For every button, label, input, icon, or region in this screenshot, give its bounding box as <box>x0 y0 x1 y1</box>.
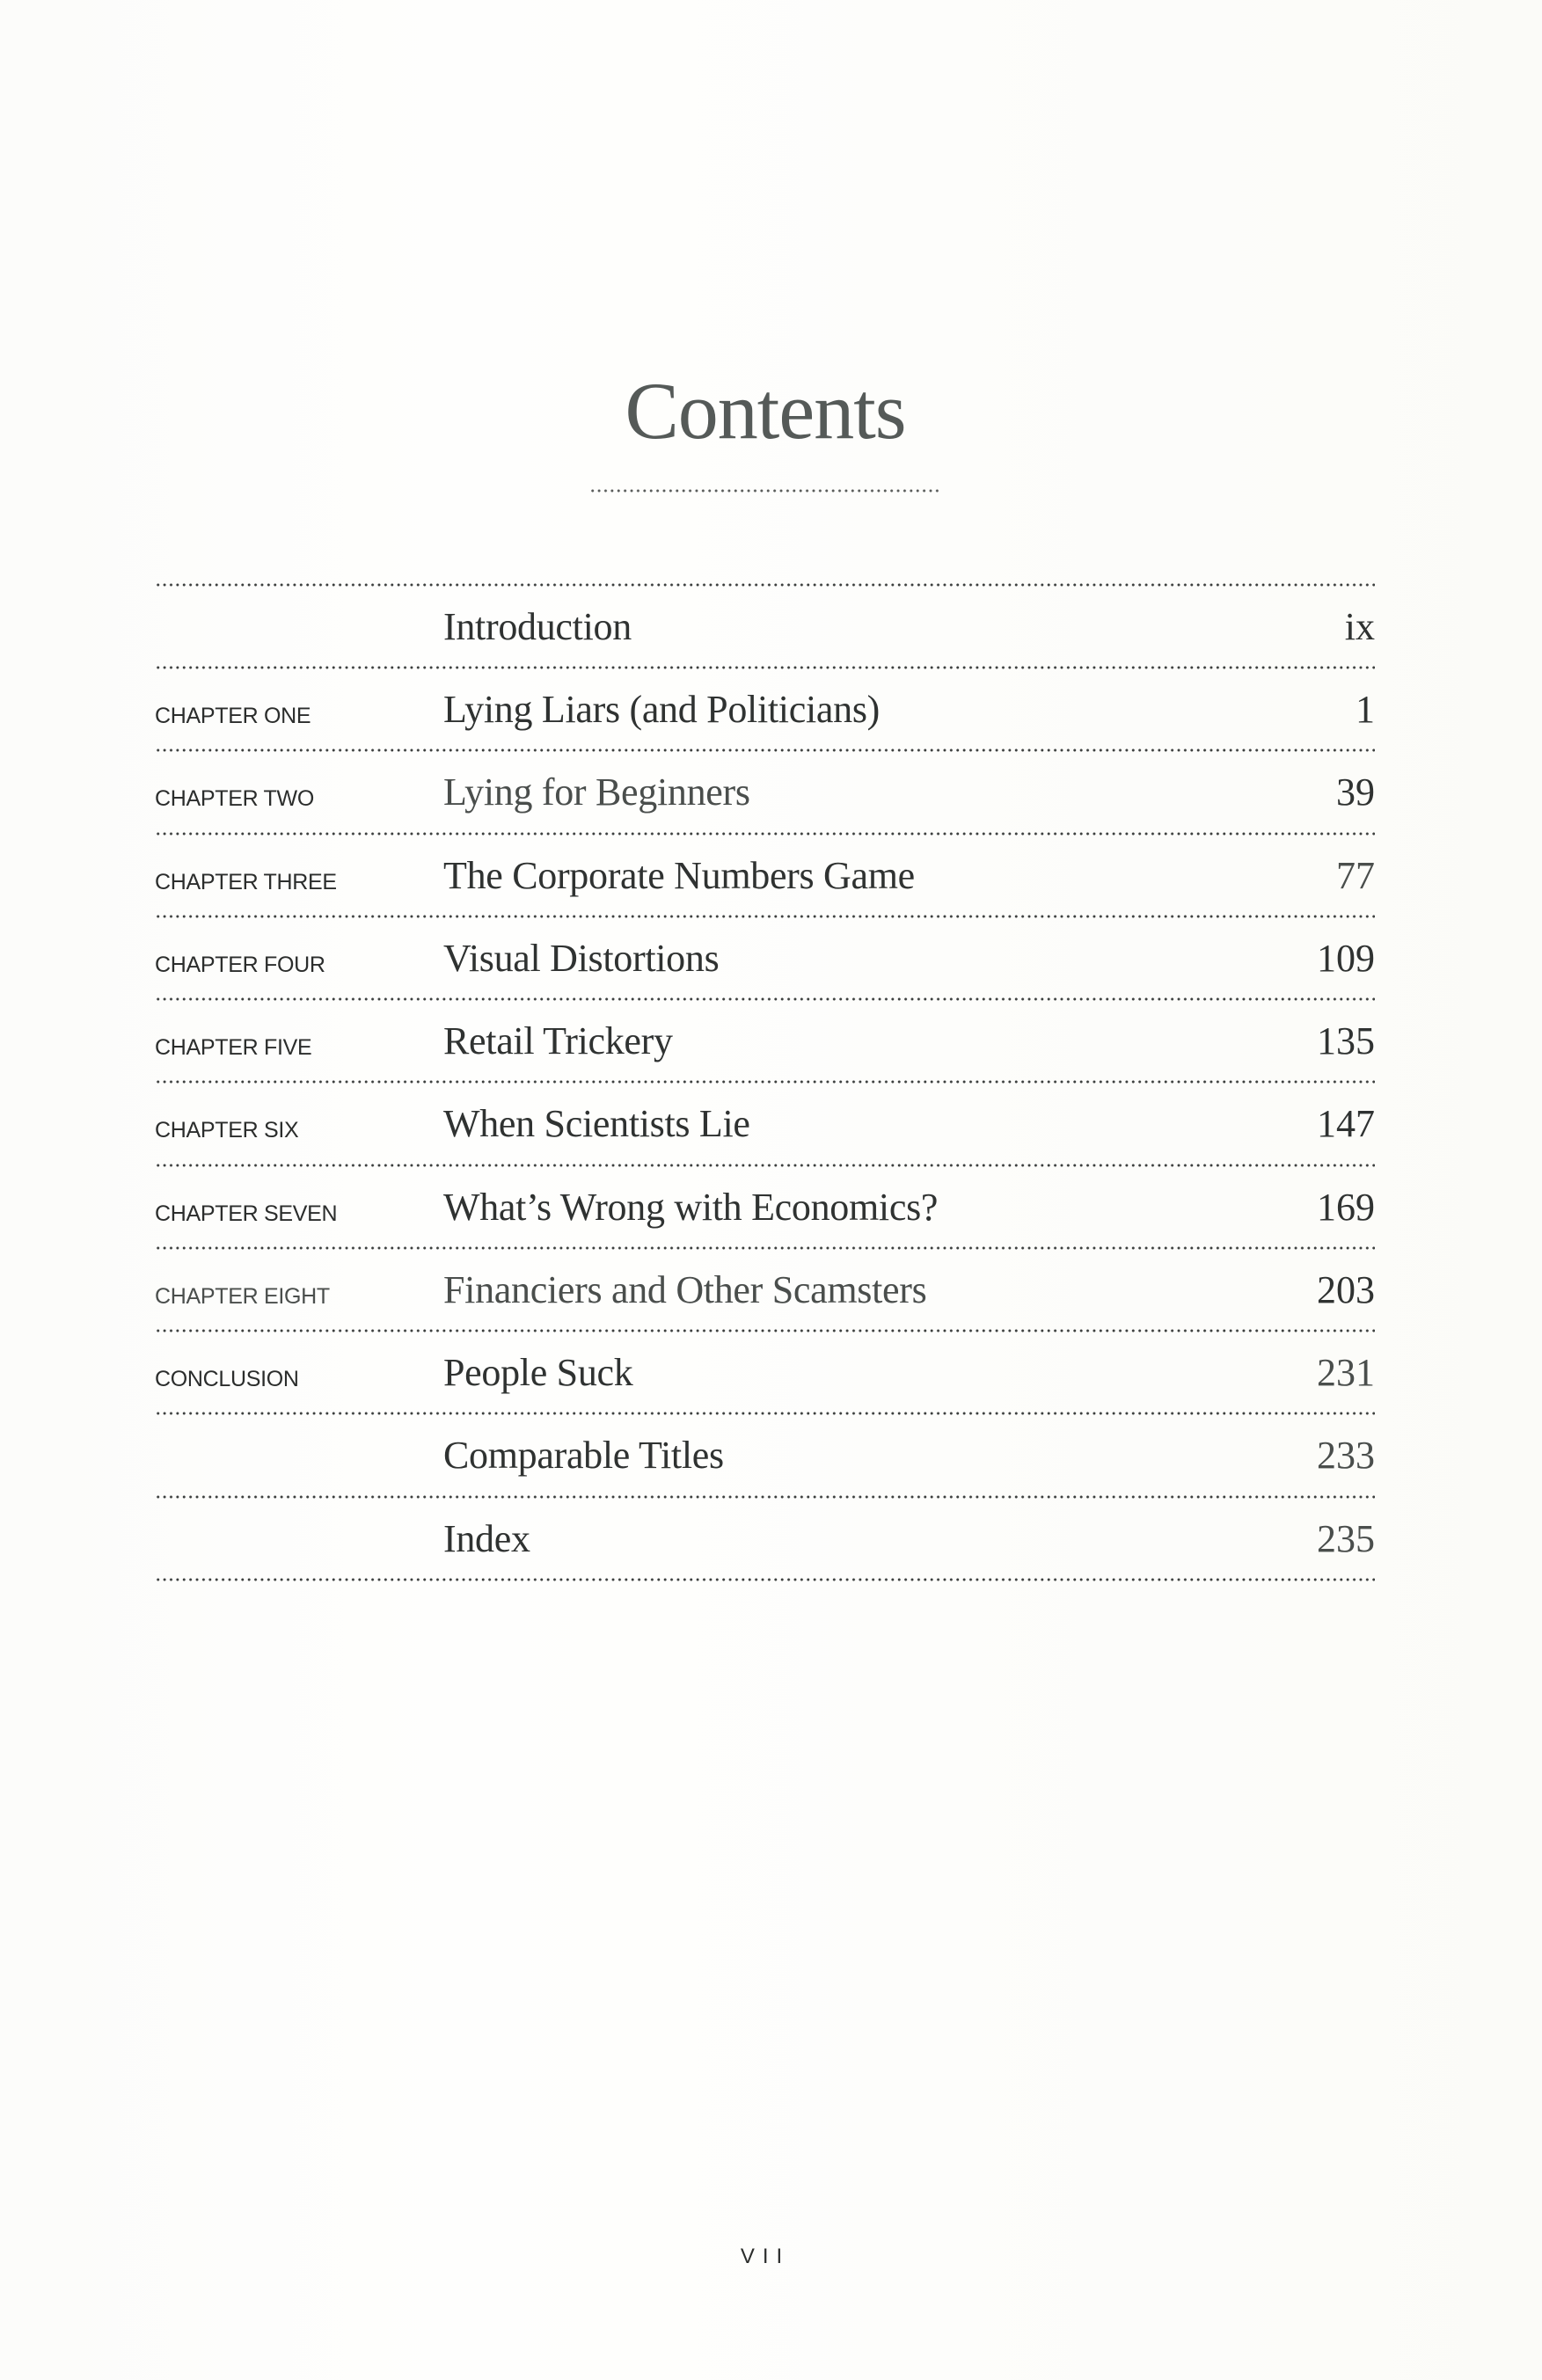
toc-entry-page: 1 <box>1356 688 1375 731</box>
toc-entry-label: CHAPTER SIX <box>155 1118 299 1143</box>
toc-entry-label: CHAPTER THREE <box>155 870 337 894</box>
toc-entry-chapter-one[interactable] <box>155 668 1375 750</box>
toc-entry-page: 147 <box>1317 1102 1375 1145</box>
toc-entry-page: 235 <box>1317 1517 1375 1560</box>
toc-entry-label: CHAPTER SEVEN <box>155 1201 338 1226</box>
toc-entry-title[interactable]: Index <box>443 1517 530 1560</box>
toc-entry-label: CHAPTER FIVE <box>155 1035 312 1060</box>
toc-entry-label: CHAPTER EIGHT <box>155 1284 330 1309</box>
table-of-contents <box>155 0 1375 1627</box>
toc-entry-title[interactable]: What’s Wrong with Economics? <box>443 1186 939 1229</box>
toc-entry-chapter-two[interactable] <box>155 750 1375 833</box>
toc-entry-title[interactable]: Lying Liars (and Politicians) <box>443 688 880 731</box>
toc-entry-title[interactable]: Financiers and Other Scamsters <box>443 1268 927 1311</box>
toc-entry-chapter-four[interactable] <box>155 916 1375 999</box>
toc-entry-title[interactable]: When Scientists Lie <box>443 1102 750 1145</box>
toc-entry-page: 39 <box>1336 770 1375 814</box>
toc-entry-label: CONCLUSION <box>155 1367 299 1391</box>
toc-entry-title[interactable]: Visual Distortions <box>443 937 720 980</box>
toc-entry-chapter-five[interactable] <box>155 999 1375 1082</box>
toc-entry-chapter-seven[interactable] <box>155 1165 1375 1248</box>
toc-entry-title[interactable]: Retail Trickery <box>443 1019 673 1062</box>
toc-entry-chapter-eight[interactable] <box>155 1248 1375 1331</box>
toc-entry-chapter-six[interactable] <box>155 1082 1375 1164</box>
toc-entry-page: ix <box>1344 605 1375 648</box>
page-number-folio: VII <box>740 2245 791 2268</box>
toc-entry-title[interactable]: Comparable Titles <box>443 1434 724 1477</box>
page-title: Contents <box>625 366 906 456</box>
toc-entry-introduction[interactable] <box>155 585 1375 668</box>
toc-entry-title[interactable]: Introduction <box>443 605 632 648</box>
toc-entry-title[interactable]: People Suck <box>443 1351 633 1394</box>
toc-entry-page: 233 <box>1317 1434 1375 1477</box>
toc-entry-label: CHAPTER ONE <box>155 704 311 728</box>
toc-entry-page: 135 <box>1317 1019 1375 1062</box>
toc-entry-page: 77 <box>1336 854 1375 897</box>
toc-entry-comparable-titles[interactable] <box>155 1413 1375 1496</box>
toc-entry-index[interactable] <box>155 1497 1375 1580</box>
toc-entry-title[interactable]: Lying for Beginners <box>443 770 750 814</box>
toc-entry-page: 109 <box>1317 937 1375 980</box>
toc-entry-page: 231 <box>1317 1351 1375 1394</box>
toc-entry-page: 203 <box>1317 1268 1375 1311</box>
toc-entry-label: CHAPTER FOUR <box>155 953 325 977</box>
toc-entry-conclusion[interactable] <box>155 1331 1375 1413</box>
toc-entry-chapter-three[interactable] <box>155 834 1375 916</box>
toc-entry-page: 169 <box>1317 1186 1375 1229</box>
toc-entry-title[interactable]: The Corporate Numbers Game <box>443 854 915 897</box>
toc-entry-label: CHAPTER TWO <box>155 786 314 811</box>
